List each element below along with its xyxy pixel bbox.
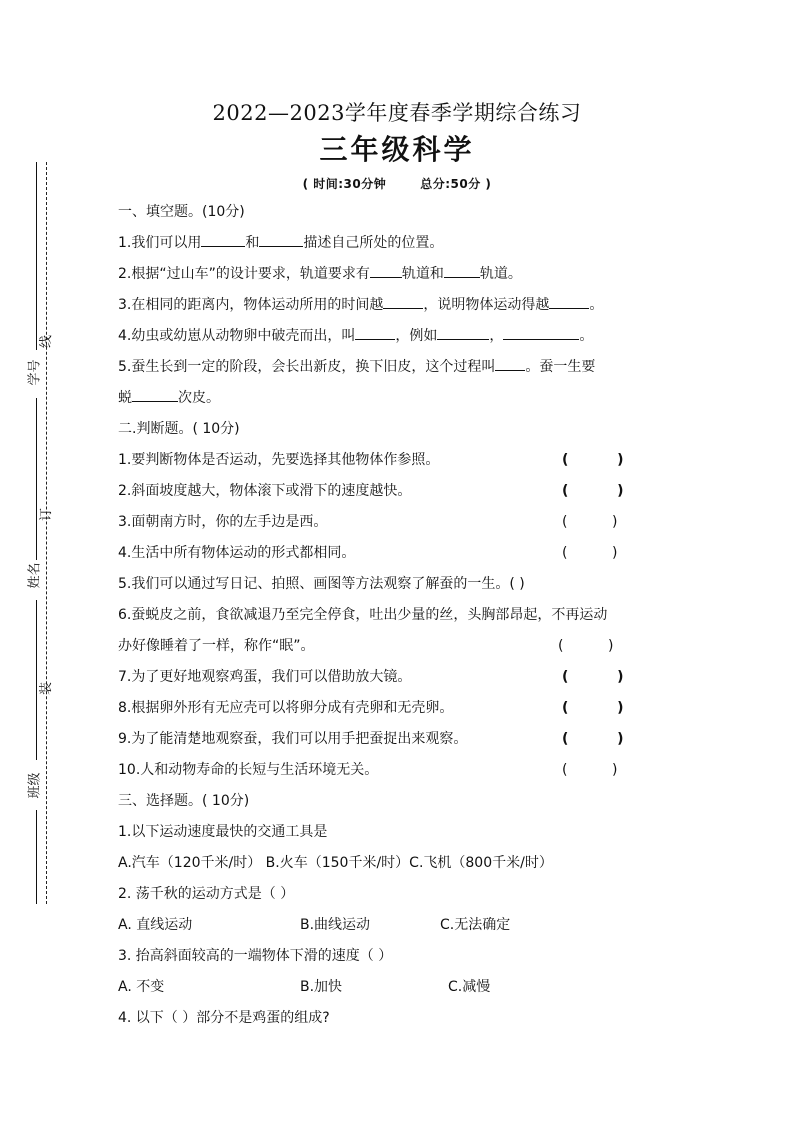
- fill-q4-text-d: 。: [579, 328, 594, 344]
- judge-item-text: 4.生活中所有物体运动的形式都相同。: [118, 545, 356, 561]
- answer-paren[interactable]: ( ): [562, 452, 624, 468]
- judge-heading: 二.判断题。( 10分): [118, 421, 240, 437]
- judge-item-text: 2.斜面坡度越大，物体滚下或滑下的速度越快。: [118, 483, 412, 499]
- answer-paren[interactable]: ( ): [562, 669, 624, 685]
- choice-question-1: 1.以下运动速度最快的交通工具是: [118, 824, 328, 840]
- fill-q4-text-c: ，: [489, 328, 504, 344]
- option-b[interactable]: B.曲线运动: [300, 917, 371, 933]
- answer-paren[interactable]: ( ): [562, 545, 618, 561]
- judge-item-text: 5.我们可以通过写日记、拍照、画图等方法观察了解蚕的一生。( ): [118, 576, 525, 592]
- fill-blank[interactable]: [259, 230, 303, 247]
- exam-title: 2022—2023学年度春季学期综合练习: [212, 101, 582, 125]
- fill-blank[interactable]: [370, 261, 402, 278]
- fill-q4-text-b: ，例如: [395, 328, 438, 344]
- judge-item: [118, 600, 678, 631]
- fill-q5-text-d: 次皮。: [178, 390, 220, 406]
- choice-q1-options: A.汽车（120千米/时） B.火车（150千米/时）C.飞机（800千米/时）: [118, 855, 553, 871]
- fill-q1-text-c: 描述自己所处的位置。: [303, 235, 444, 251]
- judge-item-text: 10.人和动物寿命的长短与生活环境无关。: [118, 762, 379, 778]
- subject-title: 三年级科学: [319, 133, 475, 166]
- fill-blank[interactable]: [495, 354, 525, 371]
- fill-blank[interactable]: [549, 292, 589, 309]
- fill-q1-text-b: 和: [245, 235, 260, 251]
- judge-item-text: 1.要判断物体是否运动，先要选择其他物体作参照。: [118, 452, 440, 468]
- answer-paren[interactable]: ( ): [562, 731, 624, 747]
- fill-q3-text-a: 3.在相同的距离内，物体运动所用的时间越: [118, 297, 384, 313]
- judge-item: [118, 724, 678, 755]
- class-underline: [36, 600, 37, 760]
- choice-question-2: 2. 荡千秋的运动方式是（ ）: [118, 886, 295, 902]
- judge-item-text: 9.为了能清楚地观察蚕，我们可以用手把蚕捉出来观察。: [118, 731, 468, 747]
- fill-q5-text-b: 。蚕一生要: [525, 359, 596, 375]
- fill-blank[interactable]: [355, 323, 395, 340]
- option-a[interactable]: A. 不变: [118, 979, 165, 995]
- exam-time: ( 时间:30分钟: [302, 177, 387, 191]
- fill-question-3: [118, 290, 678, 321]
- fill-q2-text-b: 轨道和: [401, 266, 444, 282]
- choice-q2-options: [118, 910, 678, 941]
- fill-q2-text-c: 轨道。: [479, 266, 522, 282]
- judge-item-text: 6.蚕蜕皮之前，食欲减退乃至完全停食，吐出少量的丝，头胸部昂起，不再运动: [118, 607, 608, 623]
- judge-item-text: 7.为了更好地观察鸡蛋，我们可以借助放大镜。: [118, 669, 412, 685]
- option-a[interactable]: A. 直线运动: [118, 917, 193, 933]
- fill-blank[interactable]: [132, 385, 178, 402]
- fill-question-4: [118, 321, 678, 352]
- judge-item-text: 3.面朝南方时，你的左手边是西。: [118, 514, 328, 530]
- option-c[interactable]: C.无法确定: [440, 917, 511, 933]
- fill-blank[interactable]: [444, 261, 480, 278]
- judge-item: [118, 538, 678, 569]
- answer-paren[interactable]: ( ): [562, 762, 618, 778]
- judge-item: [118, 507, 678, 538]
- fill-question-2: [118, 259, 678, 290]
- choice-heading: 三、选择题。( 10分): [118, 793, 250, 809]
- fill-question-1: [118, 228, 678, 259]
- option-c[interactable]: C.减慢: [448, 979, 491, 995]
- fill-blank[interactable]: [201, 230, 245, 247]
- judge-item: [118, 569, 678, 600]
- exam-content: [118, 197, 678, 1034]
- fill-heading: 一、填空题。(10分): [118, 204, 245, 220]
- name-underline: [36, 398, 37, 560]
- fill-question-5: [118, 352, 678, 383]
- judge-item-text: 办好像睡着了一样，称作“眠”。: [118, 638, 315, 654]
- fill-blank[interactable]: [437, 323, 489, 340]
- fill-blank[interactable]: [503, 323, 579, 340]
- fill-blank[interactable]: [383, 292, 423, 309]
- fill-q3-text-c: 。: [589, 297, 604, 313]
- answer-paren[interactable]: ( ): [558, 638, 614, 654]
- margin-ding-char: 订: [39, 507, 55, 522]
- option-b[interactable]: B.加快: [300, 979, 343, 995]
- class-underline-lower: [36, 810, 37, 904]
- judge-item-cont: [118, 631, 678, 662]
- fill-q4-text-a: 4.幼虫或幼崽从动物卵中破壳而出，叫: [118, 328, 356, 344]
- choice-question-3: 3. 抬高斜面较高的一端物体下滑的速度（ ）: [118, 948, 393, 964]
- answer-paren[interactable]: ( ): [562, 483, 624, 499]
- judge-item: [118, 693, 678, 724]
- judge-item: [118, 755, 678, 786]
- answer-paren[interactable]: ( ): [562, 514, 618, 530]
- student-id-label: 学号: [27, 359, 43, 386]
- binding-dashed-line: [46, 162, 47, 904]
- answer-paren[interactable]: ( ): [562, 700, 624, 716]
- fill-q2-text-a: 2.根据“过山车”的设计要求，轨道要求有: [118, 266, 370, 282]
- margin-zhuang-char: 装: [39, 681, 55, 696]
- class-label: 班级: [27, 772, 43, 799]
- judge-item-text: 8.根据卵外形有无应壳可以将卵分成有壳卵和无壳卵。: [118, 700, 454, 716]
- fill-q3-text-b: ，说明物体运动得越: [423, 297, 550, 313]
- fill-question-5-cont: [118, 383, 678, 414]
- student-name-label: 姓名: [27, 562, 43, 589]
- fill-q1-text-a: 1.我们可以用: [118, 235, 202, 251]
- judge-item: [118, 662, 678, 693]
- fill-q5-text-c: 蜕: [118, 390, 132, 406]
- choice-q3-options: [118, 972, 678, 1003]
- exam-score: 总分:50分 ): [420, 177, 492, 191]
- exam-info: [0, 175, 794, 192]
- margin-xian-char: 线: [39, 334, 55, 349]
- fill-q5-text-a: 5.蚕生长到一定的阶段，会长出新皮，换下旧皮，这个过程叫: [118, 359, 496, 375]
- judge-item: [118, 476, 678, 507]
- judge-item: [118, 445, 678, 476]
- choice-question-4: 4. 以下（ ）部分不是鸡蛋的组成?: [118, 1010, 330, 1026]
